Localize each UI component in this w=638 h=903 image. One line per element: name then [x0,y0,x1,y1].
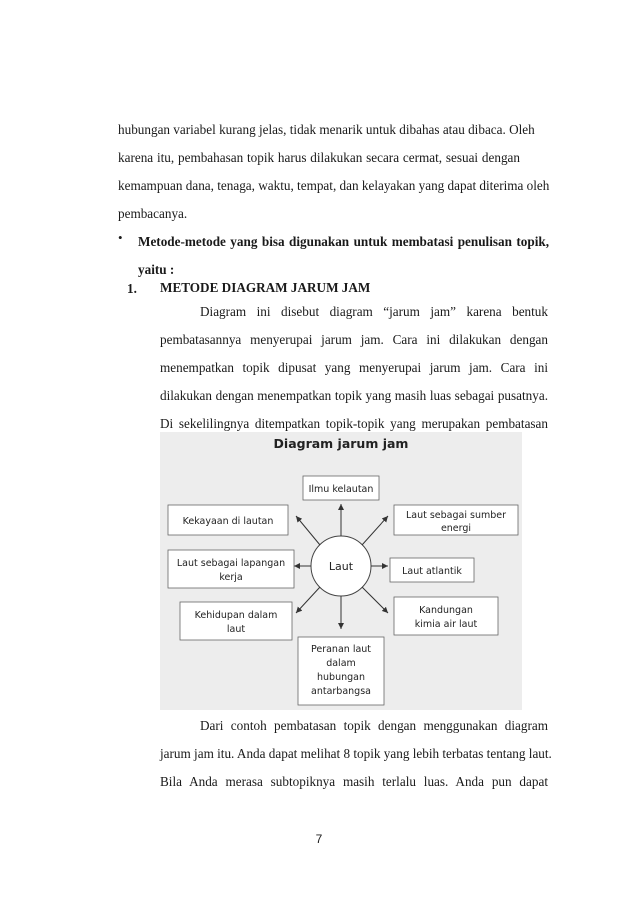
label-bottom-right: Kandungan [419,605,473,616]
text-line: Dari contoh pembatasan topik dengan menggunakan diagram [200,718,548,733]
text-line: jarum jam itu. Anda dapat melihat 8 topik yang lebih terbatas tentang laut. [160,746,552,761]
arrow-down-left [296,587,320,613]
text-line: kemampuan dana, tenaga, waktu, tempat, dan kelayakan yang dapat diterima oleh [118,178,550,193]
label-top-right: Laut sebagai sumber [405,510,507,521]
clock-diagram-svg [160,432,522,710]
arrow-down-right [362,587,388,613]
section-title: METODE DIAGRAM JARUM JAM [160,280,371,295]
label-bottom: hubungan [317,672,365,683]
paragraph-intro [118,116,550,228]
label-top: Ilmu kelautan [308,484,374,495]
arrow-up-left [296,516,320,545]
section-number: 1. [127,281,137,296]
text-line: dilakukan dengan menempatkan topik yang masih luas sebagai pusatnya. [160,388,548,403]
text-line: karena itu, pembahasan topik harus dilakukan secara cermat, sesuai dengan [118,150,520,165]
text-line: Di sekelilingnya ditempatkan topik-topik yang merupakan pembatasan [160,416,548,431]
label-top-right: energi [440,523,472,534]
bullet-marker: • [118,230,123,245]
label-bottom-left: laut [226,624,246,635]
text-line: pembacanya. [118,206,188,221]
text-line: menempatkan topik dipusat yang menyerupai jarum jam. Cara ini [160,360,548,375]
page-number: 7 [315,832,323,846]
arrow-up-right [362,516,388,545]
label-bottom: dalam [326,658,356,669]
label-bottom: Peranan laut [310,644,372,655]
text-line: Diagram ini disebut diagram “jarum jam” karena bentuk [200,304,548,319]
paragraph-closing [160,712,552,796]
label-top-left: Kekayaan di lautan [182,516,274,527]
text-line: Bila Anda merasa subtopiknya masih terlalu luas. Anda pun dapat [160,774,548,789]
text-line: yaitu : [138,262,175,277]
label-right: Laut atlantik [402,566,462,577]
text-line: hubungan variabel kurang jelas, tidak menarik untuk dibahas atau dibaca. Oleh [118,122,535,137]
diagram-title: Diagram jarum jam [273,436,409,451]
label-bottom: antarbangsa [311,686,371,697]
label-left: kerja [219,572,243,583]
text-line: Metode-metode yang bisa digunakan untuk membatasi penulisan topik, [138,234,549,249]
label-bottom-right: kimia air laut [414,619,478,630]
label-bottom-left: Kehidupan dalam [194,610,278,621]
clock-diagram [160,432,522,710]
text-line: pembatasannya menyerupai jarum jam. Cara ini dilakukan dengan [160,332,548,347]
label-left: Laut sebagai lapangan [176,558,286,569]
center-label: Laut [328,560,354,573]
